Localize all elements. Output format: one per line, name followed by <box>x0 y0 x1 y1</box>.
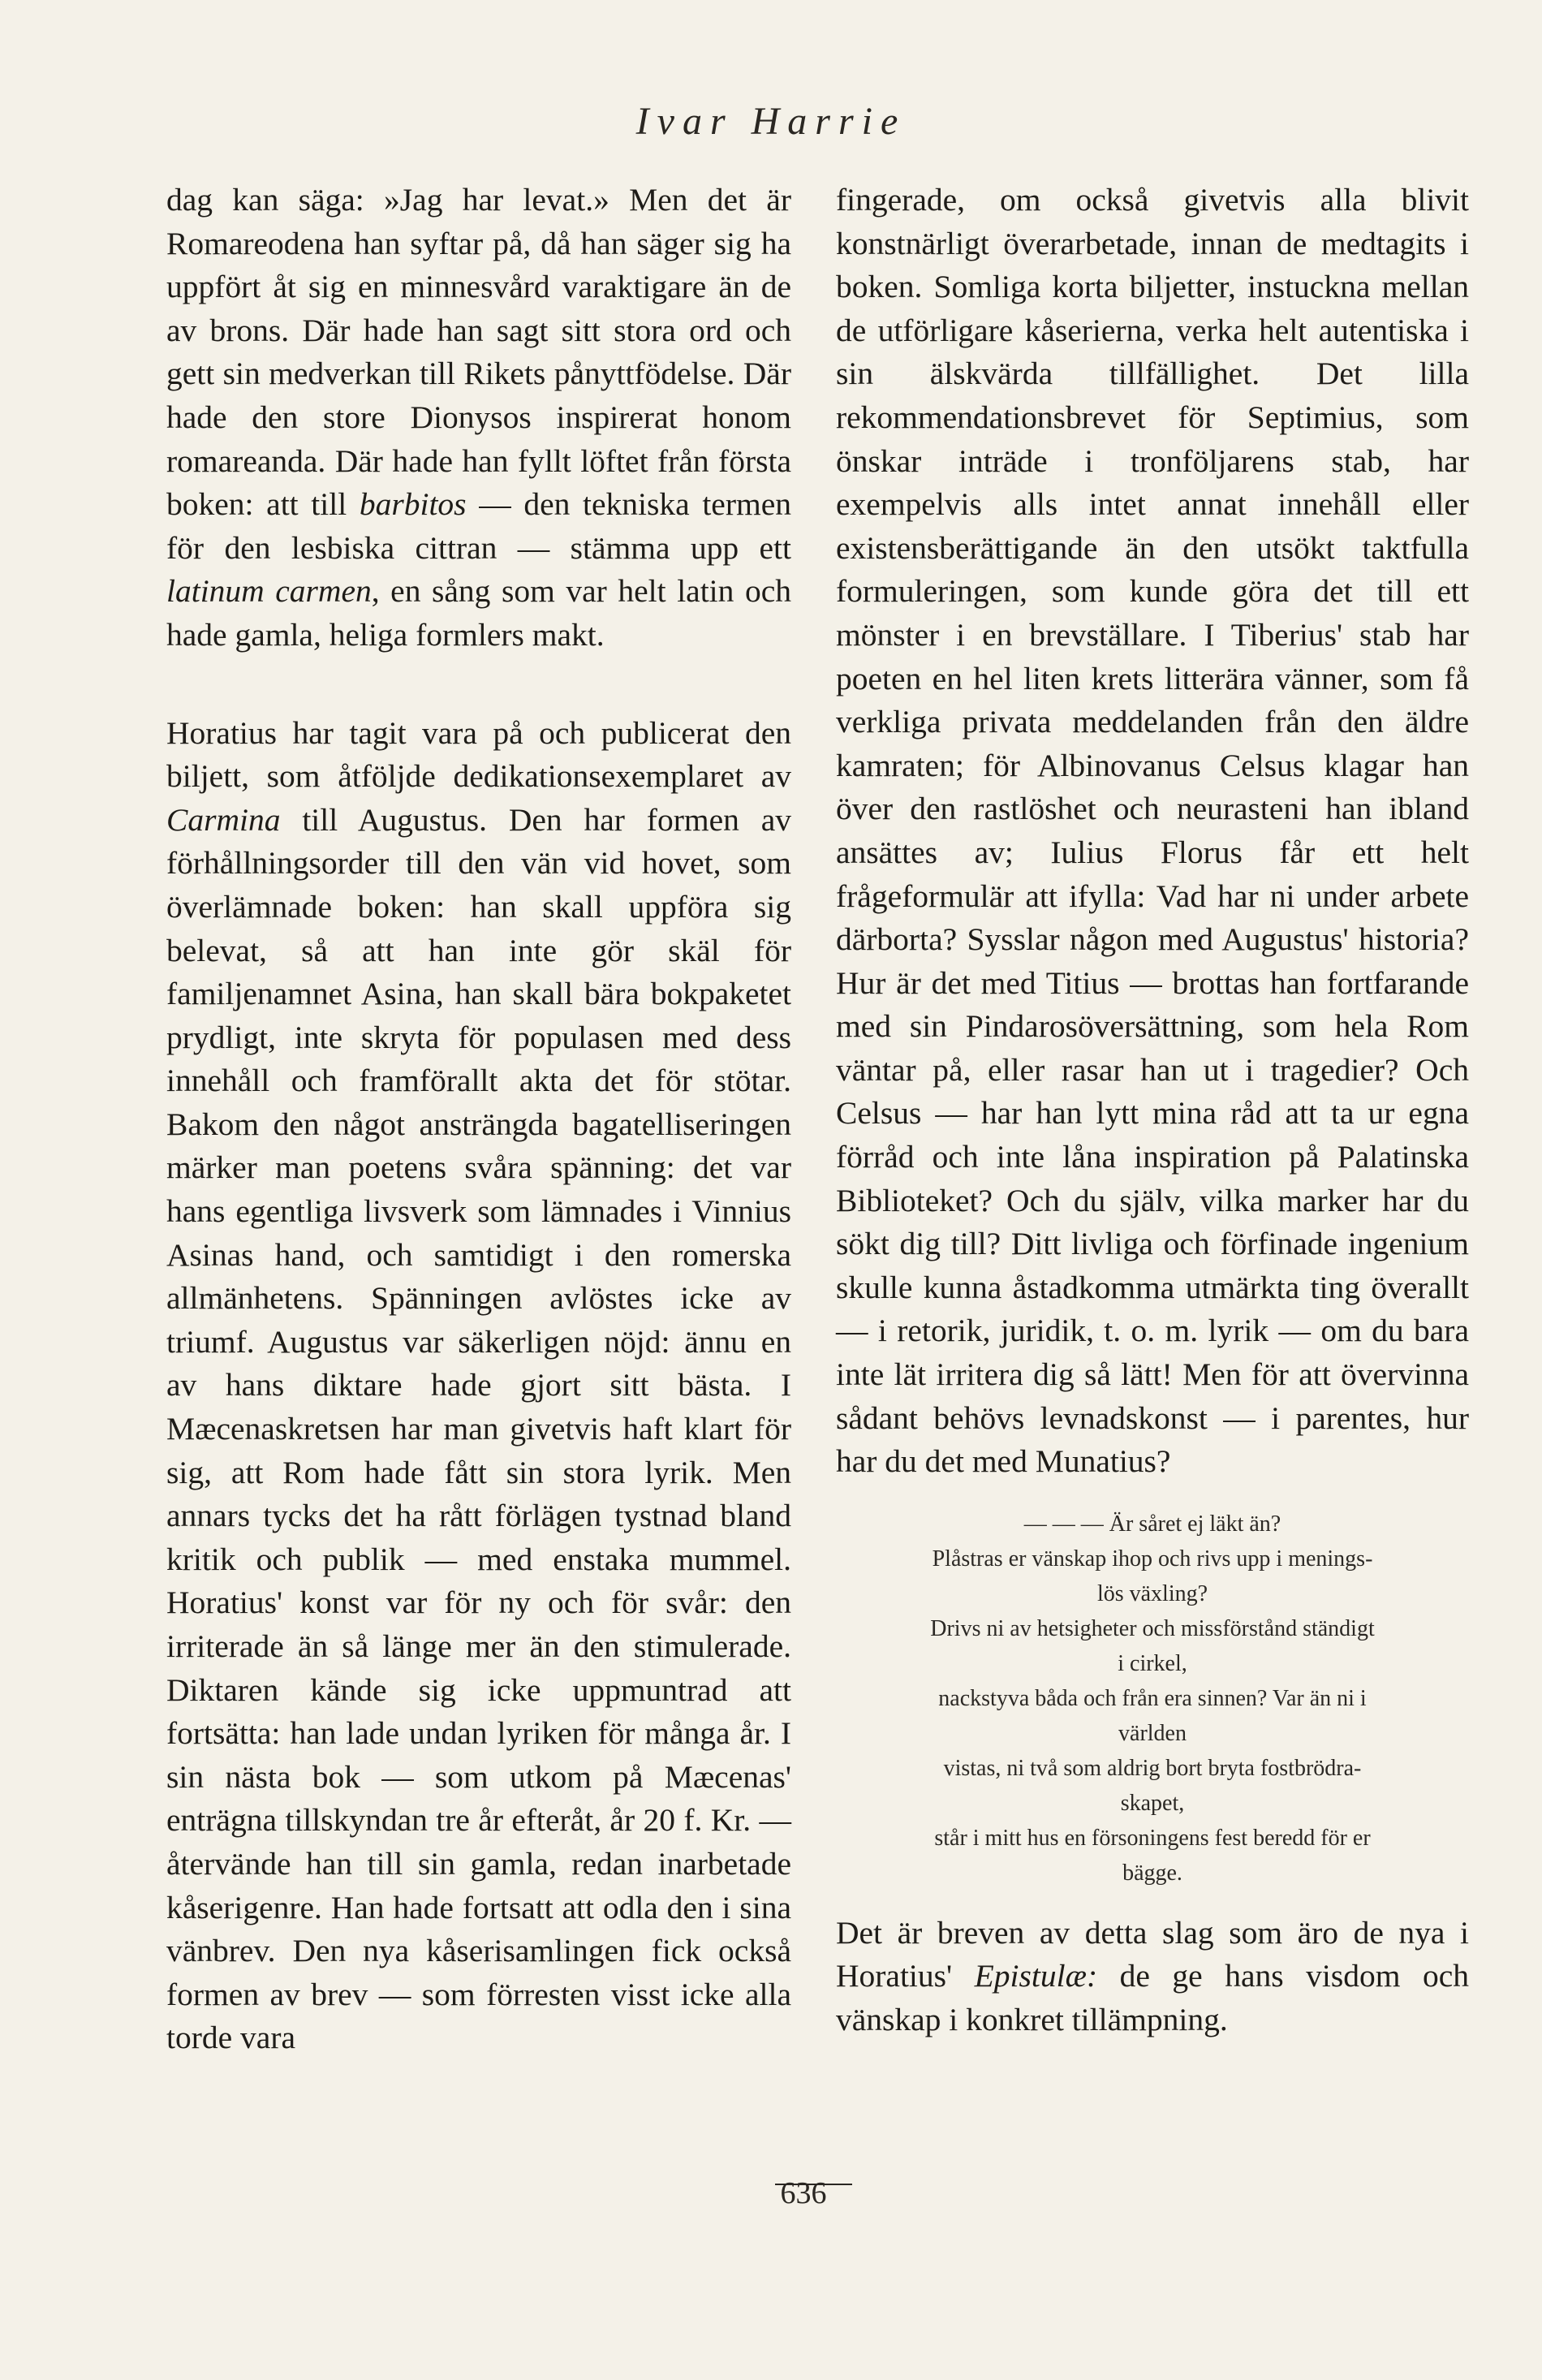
paragraph <box>836 1912 1469 2042</box>
italic-term: barbitos <box>359 486 467 523</box>
poem-line: Plåstras er vänskap ihop och rivs upp i menings- <box>932 1546 1373 1572</box>
poem-line-continuation: skapet, <box>1120 1790 1185 1816</box>
paragraph <box>166 712 791 2060</box>
left-column <box>166 179 791 2060</box>
text-run: till Augustus. Den har formen av förhållningsorder till den vän vid hovet, som överlämnade boken: han skall uppföra sig belevat, så att han inte gör skäl för familjenamnet Asina, han skall bära bokpaketet prydligt, inte skryta för populasen med dess innehåll och framförallt akta det för stötar. Bakom den något ansträngda bagatelliseringen märker man poetens svåra spänning: det var hans egentliga livsverk som lämnades i Vinnius Asinas hand, och samtidigt i den romerska allmänhetens. Spänningen avlöstes icke av triumf. Augustus var säkerligen nöjd: ännu en av hans diktare hade gjort sitt bästa. I Mæcenaskretsen har man givetvis haft klart för sig, att Rom hade fått sin stora lyrik. Men annars tycks det ha rått förlägen tystnad bland kritik och publik — med enstaka mummel. Horatius' konst var för ny och för svår: den irriterade än så länge mer än den stimulerade. Diktaren kände sig icke uppmuntrad att fortsätta: han lade undan lyriken för många år. I sin nästa bok — som utkom på Mæcenas' enträgna tillskyndan tre år efteråt, år 20 f. Kr. — återvände han till sin gamla, redan inarbetade kåserigenre. Han hade fortsatt att odla den i sina vänbrev. Den nya kåserisamlingen fick också formen av brev — som förresten visst icke alla torde vara <box>166 801 791 2056</box>
paragraph <box>166 179 791 658</box>
poem-line-continuation: bägge. <box>1122 1860 1182 1886</box>
text-run: dag kan säga: »Jag har levat.» Men det är Romareodena han syftar på, då han säger sig ha uppfört åt sig en minnesvård varaktigare än de av brons. Där hade han sagt sitt stora ord och gett sin medverkan till Rikets pånyttfödelse. Där hade den store Dionysos inspirerat honom romareanda. Där hade han fyllt löftet från första boken: att till <box>166 182 791 523</box>
running-head: Ivar Harrie <box>635 100 907 143</box>
italic-term: latinum carmen <box>166 573 372 610</box>
text-run: Horatius har tagit vara på och publicerat den biljett, som åtföljde dedikationsexemplaret av <box>166 714 791 795</box>
text-run: de ge hans visdom och vänskap i konkret tillämpning. <box>836 1958 1469 2037</box>
poem-line: Drivs ni av hetsigheter och missförstånd ständigt <box>930 1615 1375 1641</box>
paragraph-gap <box>166 658 791 712</box>
paragraph: fingerade, om också givetvis alla blivit konstnärligt överarbetade, innan de medtagits i boken. Somliga korta biljetter, instuckna mellan de utförligare kåserierna, verka helt autentiska i sin älskvärda tillfällighet. Det lilla rekommendationsbrevet för Septimius, som önskar inträde i tronföljarens stab, har exempelvis alls intet annat innehåll eller existensberättigande än den utsökt taktfulla formuleringen, som kunde göra det till ett mönster i en brevställare. I Tiberius' stab har poeten en hel liten krets litterära vänner, som få verkliga privata meddelanden från den äldre kamraten; för Albinovanus Celsus klagar han över den rastlöshet och neurasteni han ibland ansättes av; Iulius Florus får ett helt frågeformulär att ifylla: Vad har ni under arbete därborta? Sysslar någon med Augustus' historia? Hur är det med Titius — brottas han fortfarande med sin Pindarosöversättning, som hela Rom väntar på, eller rasar han ut i tragedier? Och Celsus — har han lytt mina råd att ta ur egna förråd och inte låna inspiration på Palatinska Biblioteket? Och du själv, vilka marker har du sökt dig till? Ditt livliga och förfinade ingenium skulle kunna åstadkomma utmärkta ting överallt — i retorik, juridik, t. o. m. lyrik — om du bara inte lät irritera dig så lätt! Men för att övervinna sådant behövs levnadskonst — i parentes, hur har du det med Munatius? <box>836 182 1469 1480</box>
poem-line-continuation: lös växling? <box>1096 1580 1208 1606</box>
poem-line: står i mitt hus en försoningens fest beredd för er <box>934 1825 1371 1851</box>
text-run: , en sång som var helt latin och hade gamla, heliga formlers makt. <box>166 573 791 653</box>
right-column <box>836 179 1469 2042</box>
italic-title: Carmina <box>166 801 281 838</box>
poem-quote <box>836 1507 1469 1891</box>
poem-line: — — — Är såret ej läkt än? <box>1023 1511 1281 1537</box>
poem-line: nackstyva båda och från era sinnen? Var än ni i <box>938 1685 1367 1711</box>
poem-line-continuation: världen <box>1118 1720 1187 1746</box>
page-number: 636 <box>780 2176 827 2210</box>
text-run: — den tekniska termen för den lesbiska cittran — stämma upp ett <box>166 486 791 566</box>
text-run: Det är breven av detta slag som äro de nya i Horatius' <box>836 1914 1469 1994</box>
italic-title: Epistulæ: <box>974 1958 1098 1994</box>
poem-line: vistas, ni två som aldrig bort bryta fostbrödra- <box>943 1755 1362 1781</box>
poem-line-continuation: i cirkel, <box>1118 1650 1187 1676</box>
